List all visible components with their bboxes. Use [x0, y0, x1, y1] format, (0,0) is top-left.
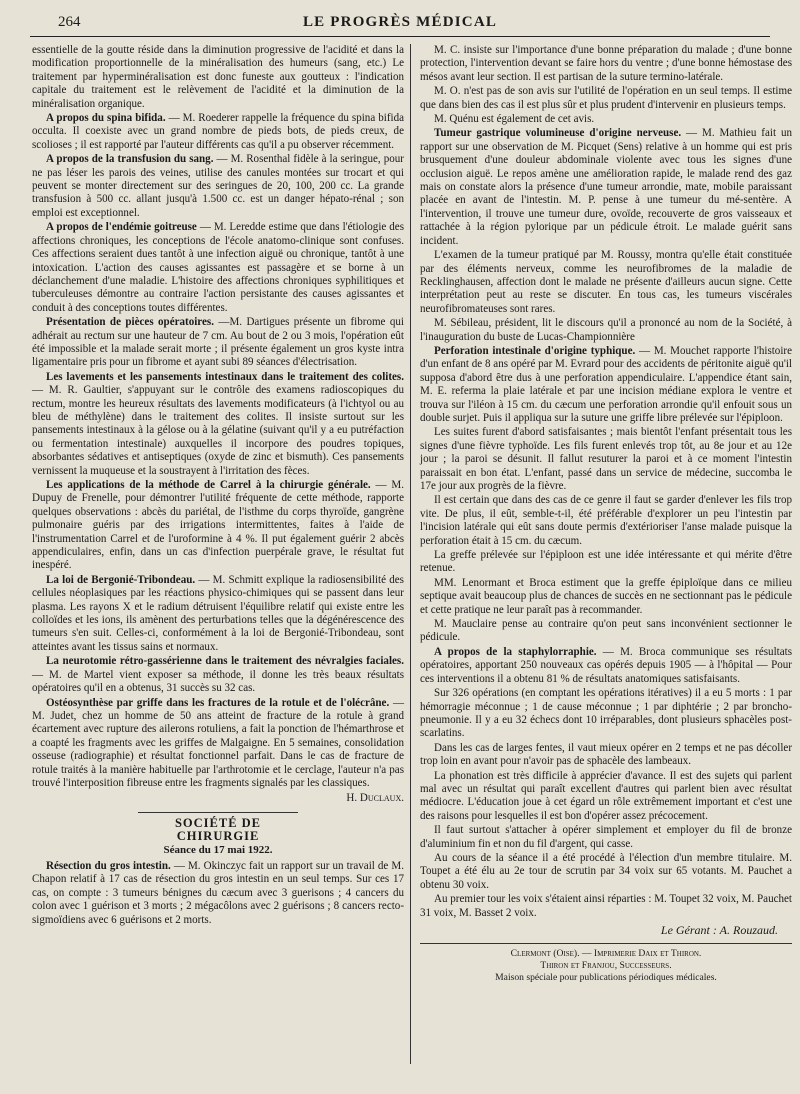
paragraph-text: — M. Dupuy de Frenelle, pour démontrer l'utilité fréquente de cette méthode, rapporte quelques observations : abcès du pariétal, de l'isthme du corps thyroïde, gangrène pulmonaire guéris par des irrigations intermittentes, faites à l'aide de l'instrumentation Carrel et de l'uroformine à 4 %. Il put également guérir 2 abcès appendiculaires, enfin, dans un cas d'infection puerpérale grave, le résultat fut inespéré. [32, 479, 405, 572]
article-paragraph [420, 249, 792, 316]
article-paragraph [420, 577, 792, 617]
imprint-line-1: Clermont (Oise). — Imprimerie Daix et Thiron. [510, 948, 702, 960]
paragraph-heading: Les applications de la méthode de Carrel à la chirurgie générale. [46, 479, 371, 491]
paragraph-text: Sur 326 opérations (en comptant les opérations itératives) il a eu 5 morts : 1 par hémorragie méconnue ; 1 de cause méconnue ; 1 par diphtérie ; 2 par broncho-pneumonie. Il y a eu 32 échecs dont 10 irréparables, dont plusieurs sphacèles post-scarlatins. [420, 687, 792, 740]
paragraph-text: M. Sébileau, président, lit le discours qu'il a prononcé au nom de la Société, à l'inauguration du buste de Lucas-Championnière [420, 317, 792, 343]
paragraph-text: — M. Rosenthal fidèle à la seringue, pour ne pas léser les parois des veines, utilise des canules montées sur trocart et qui peuvent se monter directement sur des seringues de 20, 100, 200 cc. La grande transfusion à 500 cc. allant jusqu'à 1.500 cc. est un danger hépato-rénal ; son emploi est exceptionnel. [32, 153, 404, 219]
article-paragraph [420, 85, 792, 112]
paragraph-text: — M. R. Gaultier, s'appuyant sur le contrôle des examens radioscopiques du rectum, montre les heureux résultats des lavements modificateurs (à l'ichtyol ou au bleu de méthylène) dans le traitement des colites. Il insiste surtout sur les pansements intestinaux à la gélose ou à la gélatine (suivant qu'il y a eu putréfaction ou fermentation intestinale) auxquelles il incorpore des poudres topiques, absorbantes sédatives et antiseptiques (oxyde de zinc et bismuth). Ces pansements vernissent la muqueuse et la soustrayent à l'irritation des fèces. [32, 384, 404, 477]
right-paragraphs [420, 44, 792, 920]
paragraph-text: — M. Schmitt explique la radiosensibilité des cellules néoplasiques par les réactions physico-chimiques qui se passent dans leur plasma. Les rayons X et le radium détruisent l'équilibre relatif qui existe entre les colloïdes et les ions, ils amènent des perturbations telles que la dégénérescence des tumeurs s'en suit. Celles-ci, conformément à la loi de Bergonié-Tribondeau, sont atteintes avant les tissus sains et normaux. [32, 573, 404, 653]
paragraph-text: essentielle de la goutte réside dans la diminution progressive de l'acidité et dans la modification proportionnelle de la minéralisation des humeurs (sang, etc.) Le traitement par hyperminéralisation est donc funeste aux goutteux : l'indication capitale du traitement est le relèvement de l'acidité et la diminution de la minéralisation organique. [32, 44, 404, 110]
paragraph-text: Il est certain que dans des cas de ce genre il faut se garder d'enlever les fils trop vite. De plus, il eût, semble-t-il, été préférable d'explorer un peu l'intestin par l'incision latérale qui eût sans doute permis d'extérioriser l'anse malade puisque la perforation était à 15 cm. du cæcum. [420, 494, 792, 547]
left-column [32, 44, 404, 928]
article-paragraph [32, 655, 404, 695]
article-paragraph [420, 317, 792, 344]
society-session: Séance du 17 mai 1922. [163, 843, 273, 856]
paragraph-text: — M. Judet, chez un homme de 50 ans atteint de fracture de la rotule à grand écartement avec rupture des ailerons rotuliens, a fait la ponction de l'hémarthrose et a coapté les fragments avec les griffes de Malgaigne. En 5 semaines, consolidation osseuse (radiographie) et résultat fonctionnel parfait. Dans le cas de fracture de rotule traités à la manière habituelle par l'arthrotomie et le cerclage, l'auteur n'a pas trouvé l'interposition fibreuse entre les fragments signalés par les classiques. [32, 696, 404, 789]
paragraph-text: M. Mauclaire pense au contraire qu'on peut sans inconvénient sectionner le pédicule. [420, 618, 792, 644]
article-paragraph [420, 893, 792, 920]
article-paragraph [32, 574, 404, 654]
paragraph-text: M. O. n'est pas de son avis sur l'utilité de l'opération en un seul temps. Il estime que dans bien des cas il est plus sûr et plus prudent d'intervenir en plusieurs temps. [420, 85, 792, 111]
article-paragraph [420, 618, 792, 645]
paragraph-text: — M. Broca communique ses résultats opératoires, apportant 250 nouveaux cas opérés depuis 1905 — à l'hôpital — Pour ces interventions il a obtenu 81 % de résultats anatomiques satisfaisants. [420, 645, 792, 685]
paragraph-heading: La neurotomie rétro-gassérienne dans le traitement des névralgies faciales. [46, 655, 404, 668]
gerant-line: Le Gérant : A. Rouzaud. [660, 923, 778, 937]
paragraph-text: — M. Mathieu fait un rapport sur une observation de M. Picquet (Sens) relative à un homme qui est pris brusquement d'une douleur abdominale violente avec tous les signes d'une occlusion aiguë. Le repos amène une amélioration rapide, le malade rend des gaz mais on constate alors la présence d'une tumeur arrondie, mate, mobile paraissant placée en avant de l'intestin. M. P. pense à une tumeur du mé-sentère. A l'intervention, il trouve une tumeur dure, ovoïde, recouverte de gros vaisseaux et rattachée à la région pylorique par un pédicule étroit. Le malade guérit sans incident. [420, 127, 792, 247]
paragraph-text: —M. Dartigues présente un fibrome qui adhérait au rectum sur une hauteur de 7 cm. Au bout de 2 ou 3 mois, l'opération eût été impossible et la malade serait morte ; il présente également un gros kyste intra ligamentaire pris pour un fibrome et ayant subi 89 séances d'électrisation. [32, 316, 404, 369]
paragraph-text: Au premier tour les voix s'étaient ainsi réparties : M. Toupet 32 voix, M. Pauchet 31 voix, M. Basset 2 voix. [420, 893, 792, 919]
article-paragraph [32, 479, 404, 573]
paragraph-text: Il faut surtout s'attacher à opérer simplement et employer du fil de bronze d'aluminium fin et non du fil d'argent, qui casse. [420, 824, 792, 850]
page-header [30, 14, 770, 37]
author-signature: H. Duclaux. [346, 792, 404, 805]
article-paragraph [32, 44, 404, 111]
page-number: 264 [58, 14, 81, 30]
article-paragraph [32, 860, 404, 927]
paragraph-text: MM. Lenormant et Broca estiment que la greffe épiploïque dans ce milieu septique avait beaucoup plus de chances de succès en ne sectionnant pas le pédicule et cette pratique ne leur paraît pas à recommander. [420, 576, 792, 616]
article-paragraph [420, 44, 792, 84]
paragraph-heading: Présentation de pièces opératoires. [46, 316, 214, 329]
paragraph-text: — M. Okinczyc fait un rapport sur un travail de M. Chapon relatif à 17 cas de résection du gros intestin en un seul temps. Sur ces 17 cas, on compte : 3 tumeurs bénignes du cæcum avec 3 guerisons ; 4 cancers du colon avec 1 guérison et 3 morts ; 2 mégacôlons avec 2 guérisons ; 8 cancers recto-sigmoïdiens avec 6 guérisons et 2 morts. [32, 859, 404, 926]
article-paragraph [420, 770, 792, 824]
article-paragraph [32, 112, 404, 152]
article-paragraph [32, 316, 404, 370]
paragraph-heading: A propos de l'endémie goitreuse [46, 221, 197, 234]
paragraph-heading: Perforation intestinale d'origine typhique. [434, 344, 636, 357]
paragraph-text: Les suites furent d'abord satisfaisantes ; mais bientôt l'enfant présentait tous les signes d'une fièvre typhoïde. Les fils furent enlevés trop tôt, au 8e jour et au 12e jour ; la paroi se désunit. Il fallut resuturer la paroi et à ce moment l'intestin paraissait en bon état. L'enfant, passé dans un service de médecine, succomba le 17e jour aux progrès de la fièvre. [420, 426, 792, 492]
paragraph-heading: La loi de Bergonié-Tribondeau. [46, 573, 196, 586]
article-paragraph [420, 426, 792, 493]
article-paragraph [420, 549, 792, 576]
printer-imprint [420, 943, 792, 984]
article-paragraph [420, 852, 792, 892]
paragraph-heading: Résection du gros intestin. [46, 859, 171, 872]
paragraph-text: Dans les cas de larges fentes, il vaut mieux opérer en 2 temps et ne pas décoller trop loin en avant pour n'avoir pas de sphacèle des lambeaux. [420, 741, 792, 768]
paragraph-heading: Les lavements et les pansements intestinaux dans le traitement des colites. [46, 370, 404, 383]
article-paragraph [420, 345, 792, 425]
article-paragraph [420, 127, 792, 248]
article-paragraph [420, 494, 792, 548]
imprint-line-2: Thiron et Franjou, Successeurs. [540, 960, 672, 972]
paragraph-text: — M. Roederer rappelle la fréquence du spina bifida occulta. Il coexiste avec un grand nombre de pieds bots, de pieds creux, de scolioses ; il est rapporté par l'auteur différents cas qu'il a pu observer récemment. [32, 112, 404, 151]
imprint-line-3: Maison spéciale pour publications périodiques médicales. [495, 972, 717, 984]
article-paragraph [32, 153, 404, 220]
society-paragraphs [32, 860, 404, 927]
paragraph-text: Au cours de la séance il a été procédé à l'élection d'un membre titulaire. M. Toupet a été élu au 2e tour de scrutin par 34 voix sur 65 votants. M. Pauchet a obtenu 30 voix. [420, 851, 792, 891]
paragraph-text: M. C. insiste sur l'importance d'une bonne préparation du malade ; d'une bonne protection, l'intervention devant se faire hors du ventre ; d'une bonne hémostase des mésos avant leur section. Il est partisan de la suture termino-latérale. [420, 44, 792, 83]
paragraph-text: M. Quénu est également de cet avis. [434, 113, 595, 126]
paragraph-text: — M. de Martel vient exposer sa méthode, il donne les très beaux résultats opératoires qu'il en a obtenus, 31 succès su 32 cas. [32, 668, 404, 695]
paragraph-heading: A propos de la staphylorraphie. [434, 645, 597, 658]
paragraph-heading: Tumeur gastrique volumineuse d'origine nerveuse. [434, 127, 682, 140]
column-divider [410, 44, 411, 1064]
paragraph-text: L'examen de la tumeur pratiqué par M. Roussy, montra qu'elle était constituée par des éléments nerveux, comme les neurofibromes de la maladie de Recklinghausen, affection dont le malade ne présente d'ailleurs aucun signe. Cette interprétation peut au reste se discuter. En tous cas, les tumeurs viscérales neurofibromateuses sont rares. [420, 249, 792, 315]
article-paragraph [420, 687, 792, 741]
right-column [420, 44, 792, 984]
paragraph-heading: A propos de la transfusion du sang. [46, 153, 214, 166]
paragraph-text: — M. Mouchet rapporte l'histoire d'un enfant de 8 ans opéré par M. Evrard pour des accidents de péritonite aiguë qu'il supposa d'abord être dus à une perforation appendiculaire. L'appendice étant sain, M. E. referma la plaie latérale et par une incision médiane explora le ventre et trouva sur l'iléon à 15 cm. du cæcum une perforation arrondie qu'il enfouit sous un double surjet. Puis il appliqua sur la suture une griffe libre prélevée sur l'épiploon. [420, 344, 792, 424]
article-paragraph [32, 221, 404, 315]
paragraph-heading: A propos du spina bifida. [46, 112, 166, 125]
paragraph-text: La greffe prélevée sur l'épiploon est une idée intéressante et qui mérite d'être retenue. [420, 549, 792, 575]
article-paragraph [420, 742, 792, 769]
left-paragraphs [32, 44, 404, 790]
article-paragraph [420, 824, 792, 851]
article-paragraph [32, 697, 404, 791]
article-paragraph [420, 113, 792, 126]
article-paragraph [32, 371, 404, 478]
paragraph-text: La phonation est très difficile à apprécier d'avance. Il est des sujets qui parlent mal avec un résultat qui paraît excellent d'autres qui parlent bien avec résultat médiocre. L'éducation joue à cet égard un rôle extrêmement important et c'est une des raisons pour lesquelles il est bon d'opérer assez précocement. [420, 769, 792, 822]
paragraph-text: — M. Leredde estime que dans l'étiologie des affections chroniques, les conceptions de l'école anatomo-clinique sont confuses. Ces affections seraient dues tantôt à une infection aiguë ou chronique, tantôt à une intoxication. L'action des causes agissantes est passagère et se borne à un déclanchement d'une maladie. L'histoire des affections chroniques syphilitiques et tuberculeuses démontre au contraire l'action persistante des causes agissantes et conduit à des conceptions toutes différentes. [32, 221, 404, 314]
running-title: LE PROGRÈS MÉDICAL [302, 14, 498, 30]
society-title: SOCIÉTÉ DE CHIRURGIE [138, 812, 298, 844]
paragraph-heading: Ostéosynthèse par griffe dans les fractures de la rotule et de l'olécrâne. [46, 696, 390, 709]
article-paragraph [420, 646, 792, 686]
